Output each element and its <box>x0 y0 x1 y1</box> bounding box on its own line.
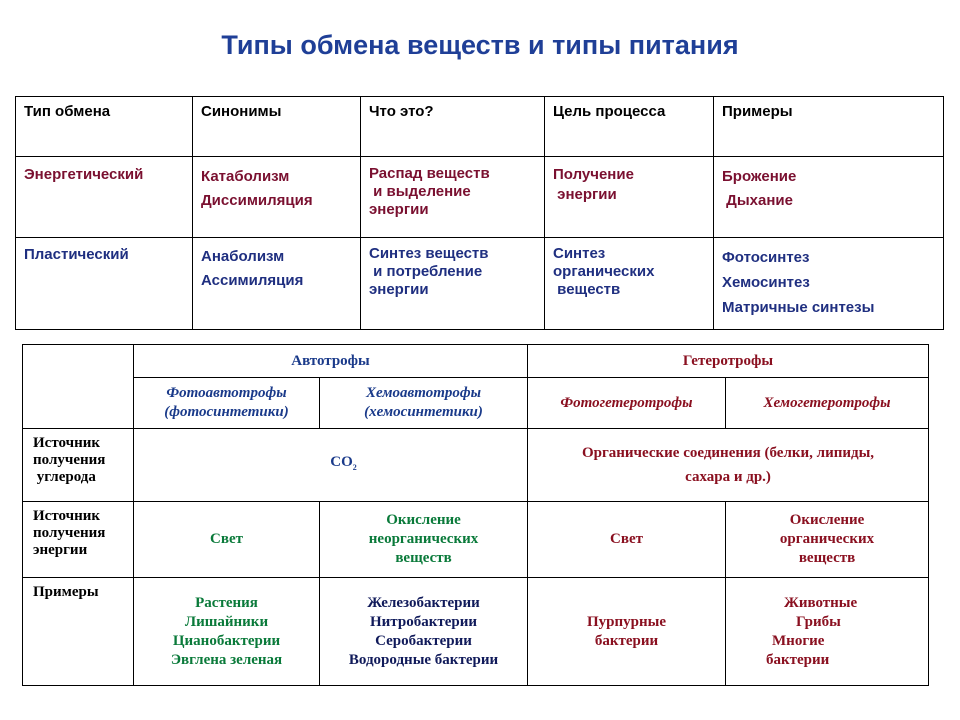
energy-line: органических <box>779 531 875 547</box>
header-goal: Цель процесса <box>545 97 714 157</box>
example: Брожение <box>722 168 797 185</box>
energy-line: Окисление <box>386 512 461 528</box>
goal-line: энергии <box>553 186 617 203</box>
co2-subscript: 2 <box>352 463 357 472</box>
example: Нитробактерии <box>370 613 477 630</box>
examples-photoauto <box>134 578 320 686</box>
chemoautotrophs-header <box>320 378 528 429</box>
metabolism-types-table <box>15 96 944 330</box>
example: бактерии <box>766 651 830 668</box>
carbon-source-row <box>23 429 929 502</box>
cell-goal <box>545 157 714 238</box>
examples-chemohetero <box>726 578 929 686</box>
co2-text: CO <box>330 454 353 470</box>
header-examples: Примеры <box>714 97 944 157</box>
energy-line: веществ <box>798 550 856 566</box>
example: Многие <box>772 632 825 649</box>
autotrophs-header: Автотрофы <box>134 345 528 378</box>
cell-synonyms <box>193 238 361 330</box>
synonym: Диссимиляция <box>201 192 313 209</box>
examples-chemoauto <box>320 578 528 686</box>
synonym: Катаболизм <box>201 168 290 185</box>
what-line: и потребление <box>369 263 483 280</box>
example: Цианобактерии <box>172 632 281 649</box>
example: Дыхание <box>722 192 793 209</box>
label-line: энергии <box>33 542 88 558</box>
carbon-source-heterotrophs <box>528 429 929 502</box>
label-line: получения <box>33 525 106 541</box>
header-type: Тип обмена <box>16 97 193 157</box>
energy-line: веществ <box>395 550 452 566</box>
table-header-row <box>16 97 944 157</box>
cell-examples <box>714 157 944 238</box>
corner-cell <box>23 345 134 429</box>
energy-chemohetero <box>726 502 929 578</box>
energy-line: неорганических <box>368 531 479 547</box>
examples-label: Примеры <box>23 578 134 686</box>
example: Матричные синтезы <box>722 299 875 316</box>
examples-row <box>23 578 929 686</box>
group-header-row <box>23 345 929 378</box>
header-what: Что это? <box>361 97 545 157</box>
example: Железобактерии <box>367 594 480 611</box>
example: Фотосинтез <box>722 249 810 266</box>
energy-source-row <box>23 502 929 578</box>
carbon-source-label <box>23 429 134 502</box>
example: Пурпурные <box>587 613 667 630</box>
chemoauto-line: (хемосинтетики) <box>364 404 483 420</box>
energy-source-label <box>23 502 134 578</box>
cell-examples <box>714 238 944 330</box>
example: Эвглена зеленая <box>170 651 283 668</box>
example: Животные <box>784 594 858 611</box>
page-title: Типы обмена веществ и типы питания <box>221 30 739 60</box>
what-line: Синтез веществ <box>369 245 489 262</box>
table-row-plastic <box>16 238 944 330</box>
photoauto-line: (фотосинтетики) <box>164 404 289 420</box>
examples-photohetero <box>528 578 726 686</box>
energy-chemoauto <box>320 502 528 578</box>
cell-goal <box>545 238 714 330</box>
type-text: Энергетический <box>24 166 144 183</box>
energy-line: Окисление <box>789 512 865 528</box>
photoauto-line: Фотоавтотрофы <box>166 385 287 401</box>
cell-what <box>361 157 545 238</box>
what-line: энергии <box>369 281 429 298</box>
type-text: Пластический <box>24 246 129 263</box>
cell-type <box>16 238 193 330</box>
synonym: Ассимиляция <box>201 272 304 289</box>
example: Грибы <box>796 613 841 630</box>
label-line: углерода <box>33 469 96 485</box>
chemoheterotrophs-header: Хемогетеротрофы <box>726 378 929 429</box>
subgroup-header-row <box>23 378 929 429</box>
photoheterotrophs-header: Фотогетеротрофы <box>528 378 726 429</box>
synonym: Анаболизм <box>201 248 285 265</box>
what-line: и выделение <box>369 183 471 200</box>
example: Водородные бактерии <box>348 651 499 668</box>
energy-photohetero: Свет <box>528 502 726 578</box>
example: Растения <box>195 594 258 611</box>
goal-line: Синтез <box>553 245 606 262</box>
example: Лишайники <box>184 613 269 630</box>
goal-line: органических <box>553 263 655 280</box>
example: бактерии <box>594 632 659 649</box>
heterotrophs-header: Гетеротрофы <box>528 345 929 378</box>
label-line: Источник <box>33 435 100 451</box>
cell-type <box>16 157 193 238</box>
header-synonyms: Синонимы <box>193 97 361 157</box>
carbon-source-autotrophs <box>134 429 528 502</box>
photoautotrophs-header <box>134 378 320 429</box>
carbon-line: Органические соединения (белки, липиды, <box>581 445 875 461</box>
what-line: энергии <box>369 201 429 218</box>
example: Серобактерии <box>375 632 472 649</box>
goal-line: Получение <box>553 166 634 183</box>
label-line: получения <box>33 452 106 468</box>
what-line: Распад веществ <box>369 165 490 182</box>
goal-line: веществ <box>553 281 621 298</box>
example: Хемосинтез <box>722 274 810 291</box>
carbon-line: сахара и др.) <box>685 469 771 485</box>
chemoauto-line: Хемоавтотрофы <box>365 385 482 401</box>
cell-what <box>361 238 545 330</box>
label-line: Источник <box>33 508 100 524</box>
cell-synonyms <box>193 157 361 238</box>
energy-photoauto: Свет <box>134 502 320 578</box>
table-row-energetic <box>16 157 944 238</box>
nutrition-types-table <box>22 344 929 686</box>
